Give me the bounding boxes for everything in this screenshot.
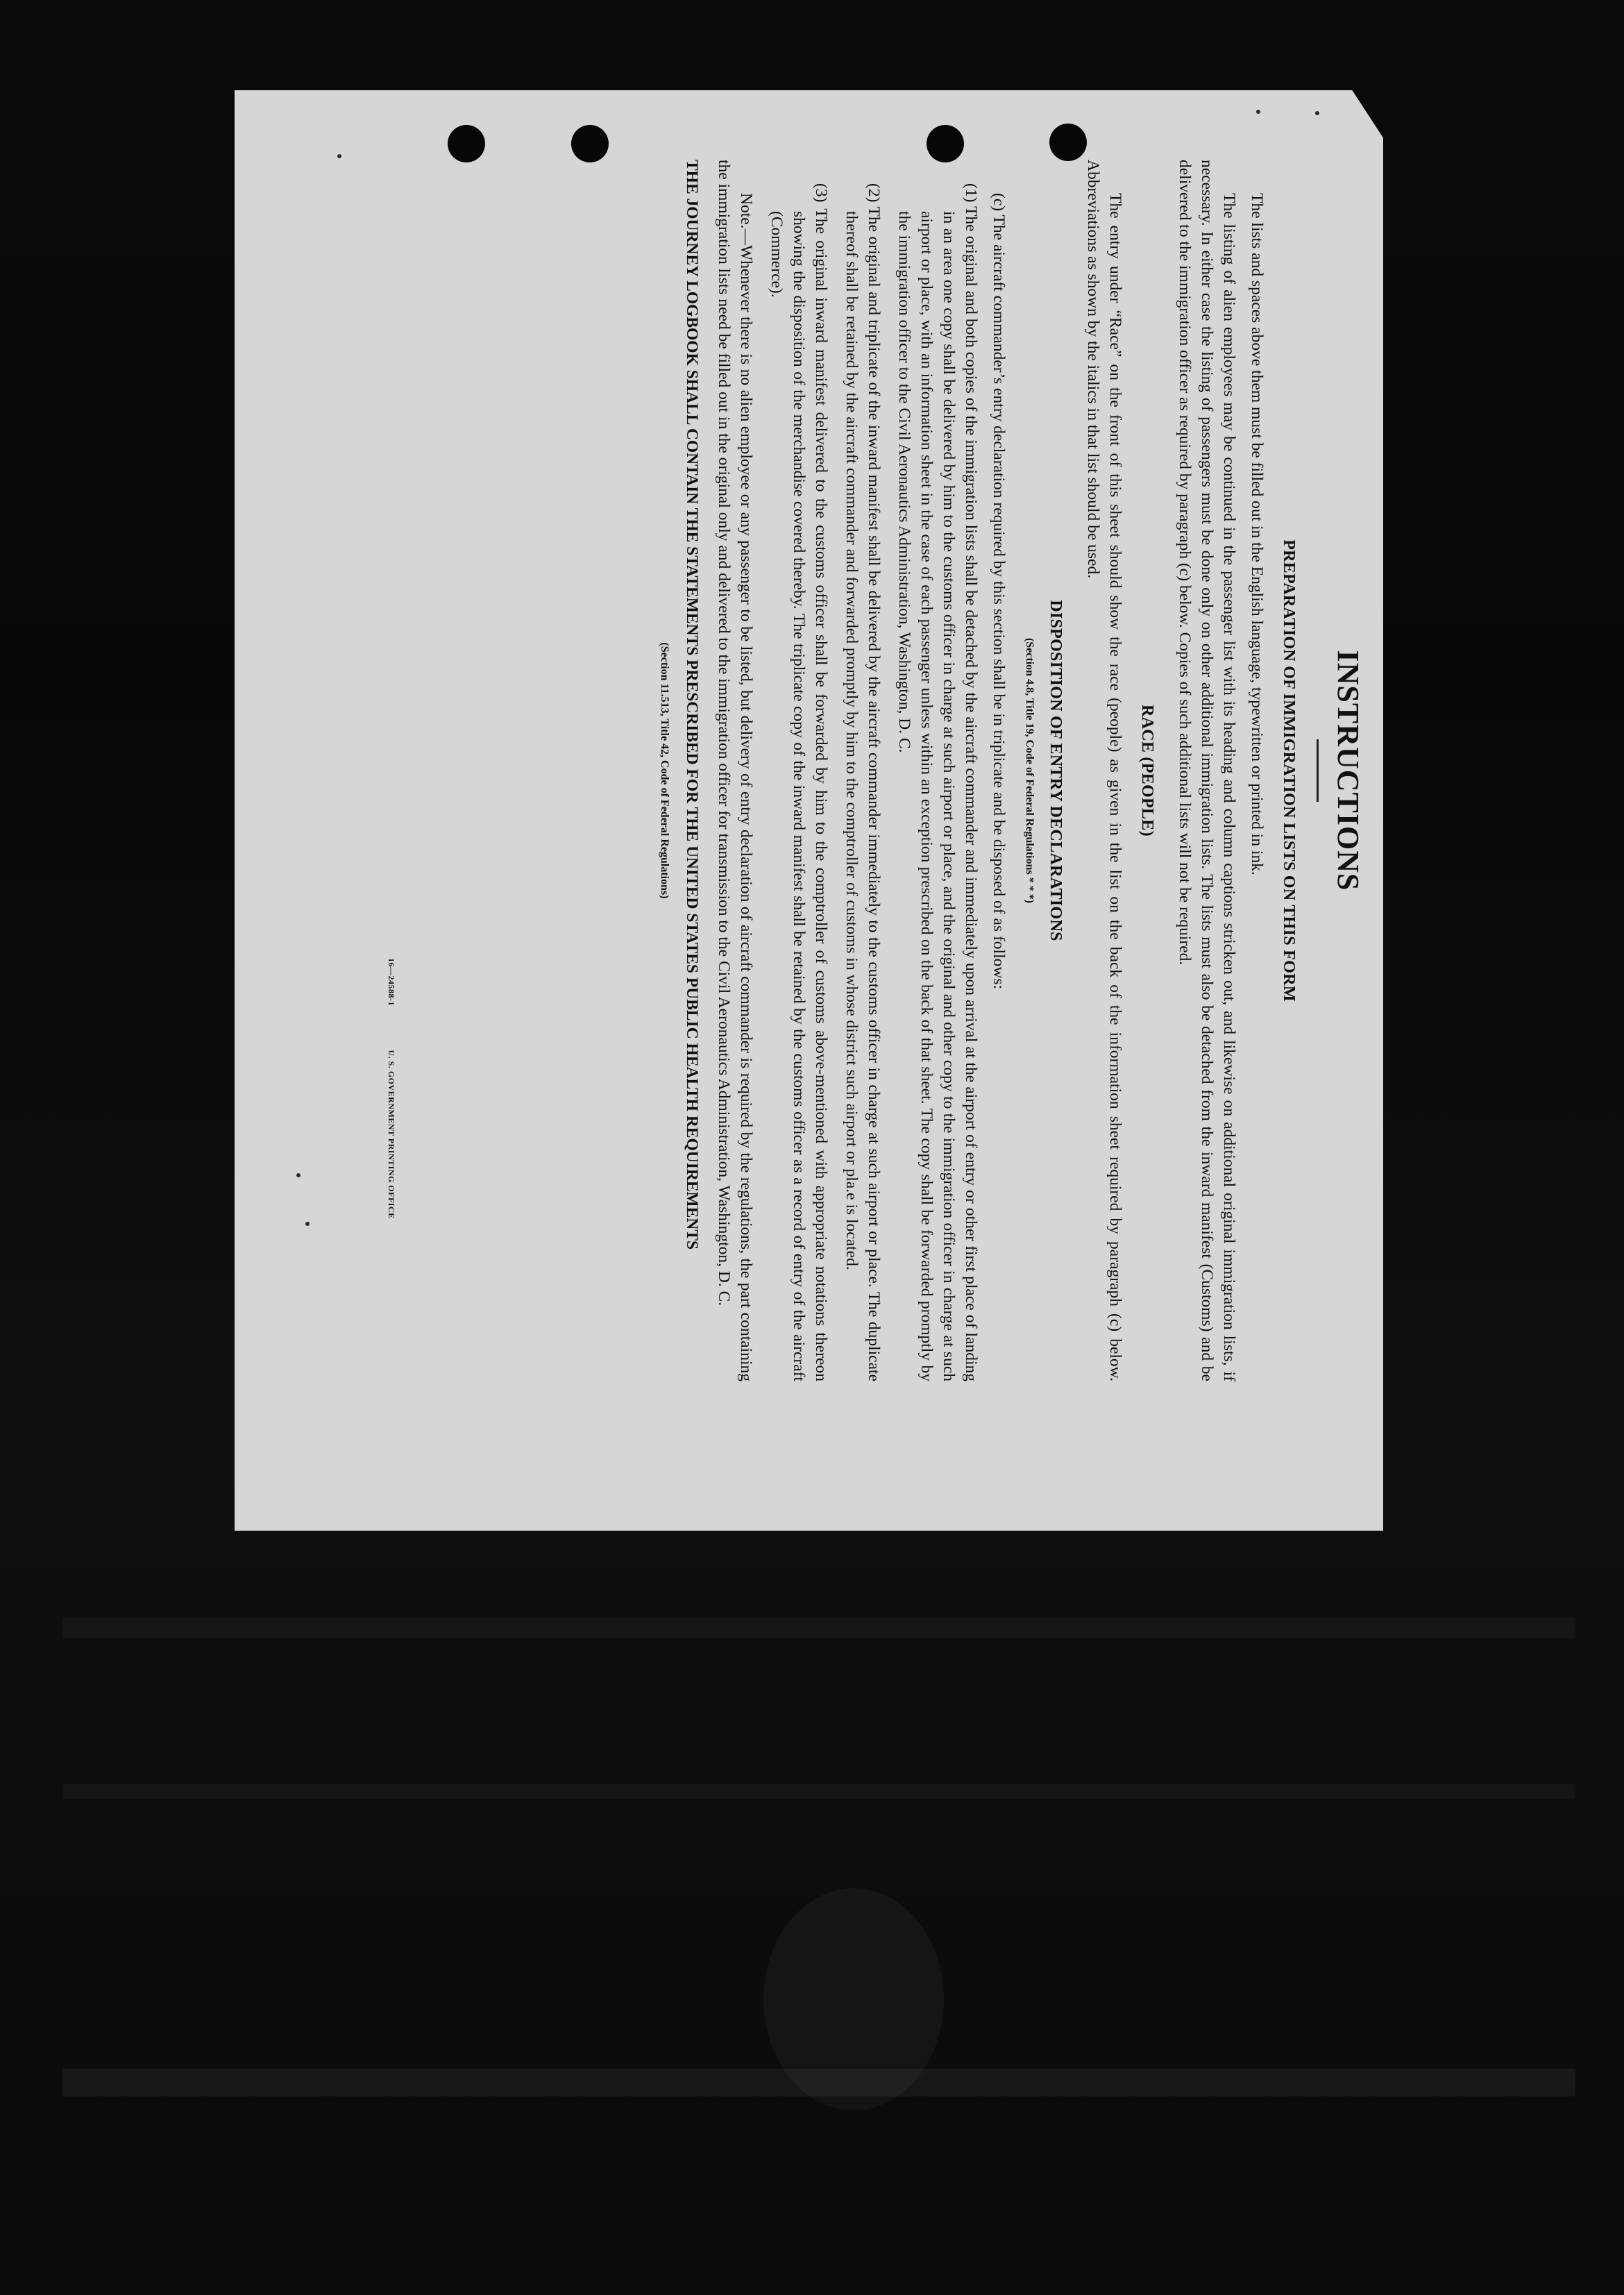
disposition-item-2: (2) The original and triplicate of the inward manifest shall be delivered by the aircraft commander immediately to the customs officer in charge at such airport or place. The duplicate thereof shall be retained by the aircraft commander and forwarded promptly by him to the comptroller of customs in whose district such airport or pla.e is located. <box>843 183 883 1381</box>
scan-artifact-band <box>62 1617 1575 1638</box>
disposition-item-3: (3) The original inward manifest delivered to the customs officer shall be forwarded by him to the comptroller of customs above-mentioned with appropriate notations thereon showing the disposition of the merchandise covered thereby. The triplicate copy of the inward manifest shall be retained by the customs officer as a record of entry of the aircraft (Commerce). <box>768 183 830 1381</box>
scan-artifact-band <box>62 1784 1575 1799</box>
punch-hole <box>571 125 609 162</box>
race-heading: RACE (PEOPLE) <box>1138 705 1156 837</box>
punch-hole <box>927 125 964 162</box>
preparation-paragraph-2: The listing of alien employees may be continued in the passenger list with its heading and column captions stricken out, and likewise on additional original immigration lists, if necessary. In either case the listing of passengers must be done only on other additional immigration lists. The lists must also be detached from the inward manifest (Customs) and be delivered to the immigration officer as required by paragraph (c) below. Copies of such additional lists will not be required. <box>1176 160 1238 1381</box>
logbook-citation: (Section 11.513, Title 42, Code of Federal Regulations) <box>659 642 670 899</box>
title-rule <box>1317 739 1319 802</box>
disposition-item-1: (1) The original and both copies of the immigration lists shall be detached by the aircraft commander and immediately upon arrival at the airport of entry or other first place of landing in an area one copy shall be delivered by him to the customs officer in charge at such airport or place, and the original and other copy to the immigration officer in charge at such airport or place, with an information sheet in the case of each passenger unless within an exception prescribed on the back of that sheet. The copy shall be forwarded promptly by the immigration officer to the Civil Aeronautics Administration, Washington, D. C. <box>895 183 980 1381</box>
printer-imprint: U. S. GOVERNMENT PRINTING OFFICE <box>387 1050 396 1219</box>
speck <box>1315 111 1319 115</box>
race-paragraph: The entry under “Race” on the front of this sheet should show the race (people) as given in the list on the back of the information sheet required by paragraph (c) below. Abbreviations as shown by the italics in that list should be used. <box>1084 160 1124 1381</box>
form-number: 16—24588-1 <box>387 958 396 1006</box>
scan-smudge <box>763 1888 944 2110</box>
punch-hole <box>1049 124 1087 161</box>
disposition-citation: (Section 4.8, Title 19, Code of Federal Regulations * * *) <box>1024 637 1035 904</box>
punch-hole <box>448 125 485 162</box>
preparation-heading: PREPARATION OF IMMIGRATION LISTS ON THIS FORM <box>1280 539 1298 1002</box>
disposition-intro: (c) The aircraft commander’s entry declaration required by this section shall be in triplicate and be disposed of as follows: <box>990 193 1008 989</box>
disposition-heading: DISPOSITION OF ENTRY DECLARATIONS <box>1047 600 1065 941</box>
instructions-text-block <box>257 160 1381 1381</box>
speck <box>1256 110 1260 114</box>
preparation-paragraph-1: The lists and spaces above them must be filled out in the English language, typewritten or printed in ink. <box>1248 193 1266 875</box>
page-title: INSTRUCTIONS <box>1331 650 1365 891</box>
speck <box>337 154 341 158</box>
form-footer <box>380 958 403 1261</box>
disposition-note: Note.—Whenever there is no alien employee or any passenger to be listed, but delivery of entry declaration of aircraft commander is required by the regulations, the part containing the immigration lists need be filled out in the original only and delivered to the immigration officer for transmission to the Civil Aeronautics Administration, Washington, D. C. <box>715 160 755 1381</box>
logbook-heading: THE JOURNEY LOGBOOK SHALL CONTAIN THE STATEMENTS PRESCRIBED FOR THE UNITED STATES PUBLIC HEALTH REQUIREMENTS <box>683 160 701 1250</box>
